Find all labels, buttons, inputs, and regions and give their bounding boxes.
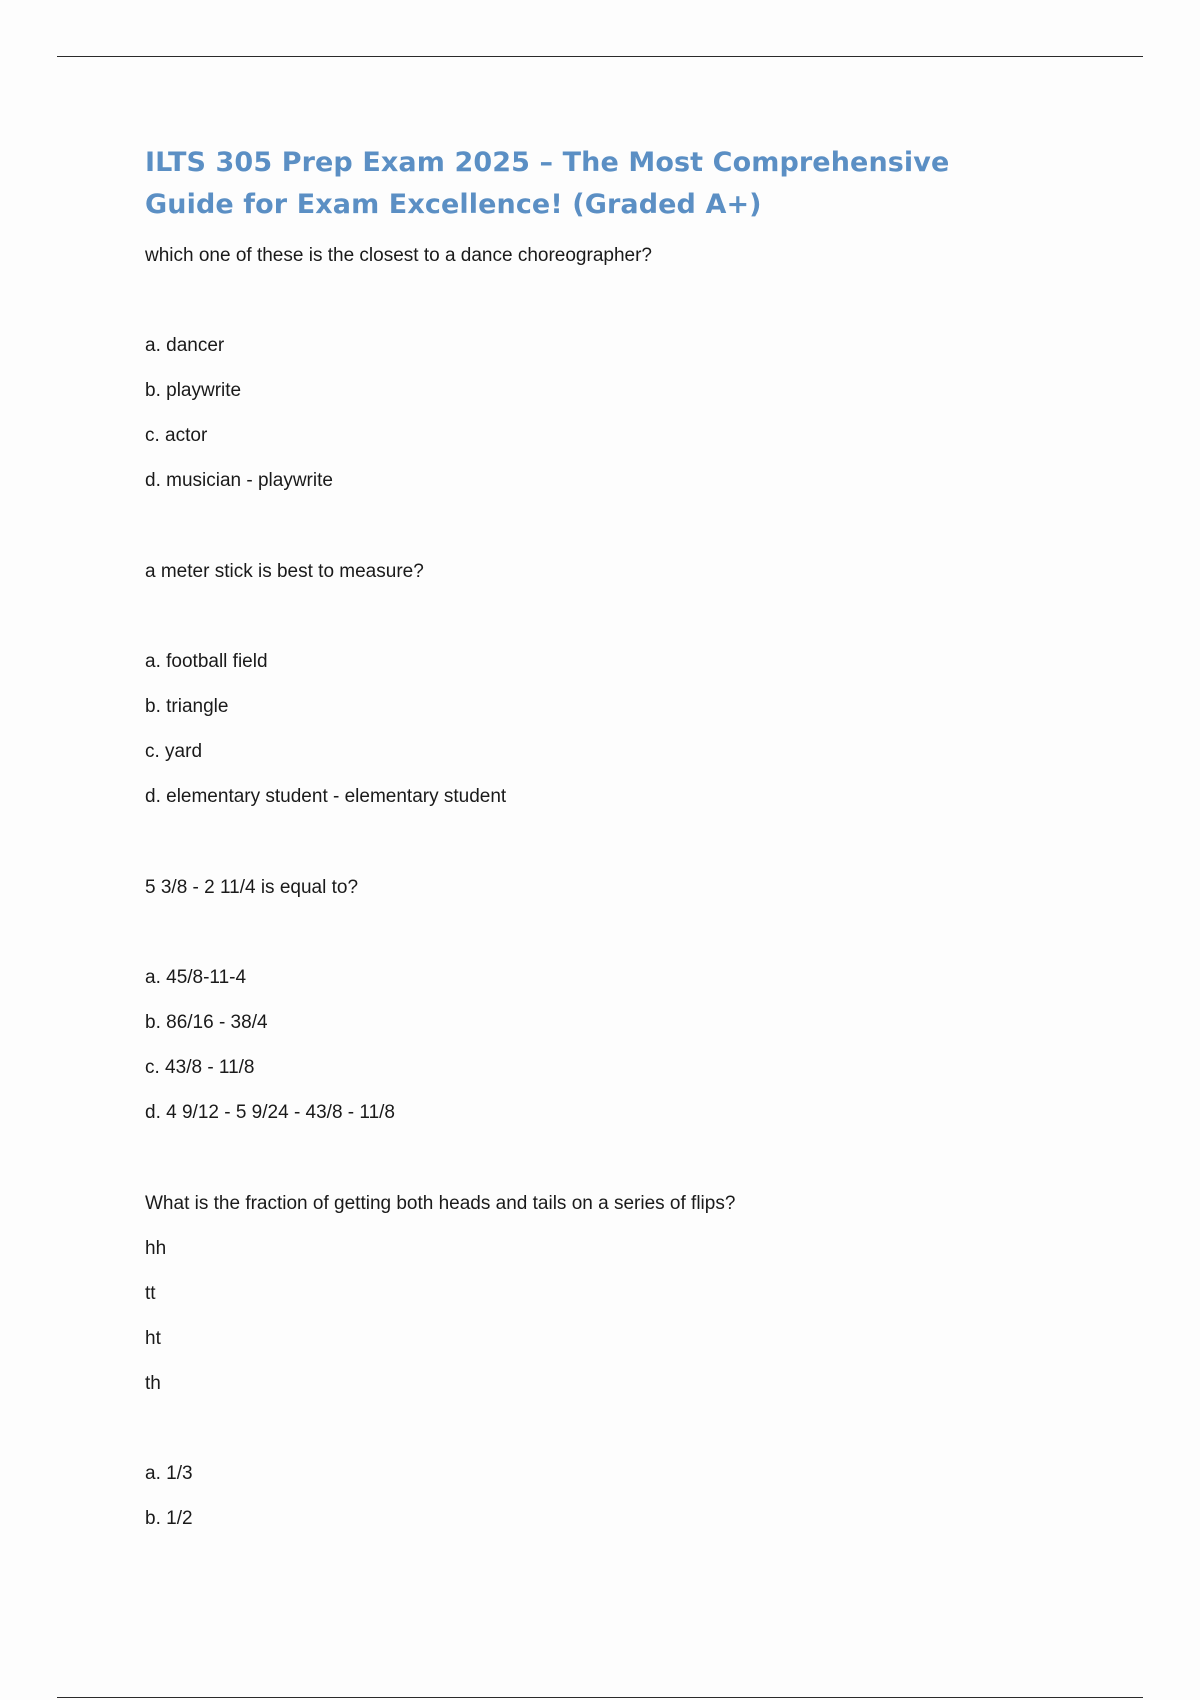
document-title	[145, 142, 1105, 226]
header-rule	[57, 56, 1143, 57]
question-4-outcome-tt: tt	[145, 1283, 156, 1304]
question-2-option-b: b. triangle	[145, 696, 229, 717]
question-2-option-a: a. football field	[145, 651, 268, 672]
question-1-option-b: b. playwrite	[145, 380, 242, 401]
question-3-option-a: a. 45/8-11-4	[145, 967, 247, 988]
question-4-option-a: a. 1/3	[145, 1463, 193, 1484]
question-1-option-d: d. musician - playwrite	[145, 470, 333, 491]
question-3-option-b: b. 86/16 - 38/4	[145, 1012, 268, 1033]
question-1-option-c: c. actor	[145, 425, 208, 446]
question-1-option-a: a. dancer	[145, 335, 225, 356]
question-4-outcome-ht: ht	[145, 1328, 161, 1349]
question-2-option-d: d. elementary student - elementary student	[145, 786, 507, 807]
question-4-prompt: What is the fraction of getting both heads and tails on a series of flips?	[145, 1193, 736, 1214]
question-4-outcome-hh: hh	[145, 1238, 167, 1259]
title-line-2: Guide for Exam Excellence! (Graded A+)	[145, 189, 762, 220]
document-content	[145, 142, 1105, 1531]
question-4-outcome-th: th	[145, 1373, 161, 1394]
question-3-prompt: 5 3/8 - 2 11/4 is equal to?	[145, 877, 359, 898]
question-4-option-b: b. 1/2	[145, 1508, 193, 1529]
question-2-option-c: c. yard	[145, 741, 203, 762]
title-line-1: ILTS 305 Prep Exam 2025 – The Most Comprehensive	[145, 147, 950, 178]
footer-rule	[57, 1697, 1143, 1698]
question-1-prompt: which one of these is the closest to a dance choreographer?	[145, 245, 652, 266]
question-3-option-c: c. 43/8 - 11/8	[145, 1057, 255, 1078]
question-3-option-d: d. 4 9/12 - 5 9/24 - 43/8 - 11/8	[145, 1102, 395, 1123]
question-2-prompt: a meter stick is best to measure?	[145, 561, 424, 582]
